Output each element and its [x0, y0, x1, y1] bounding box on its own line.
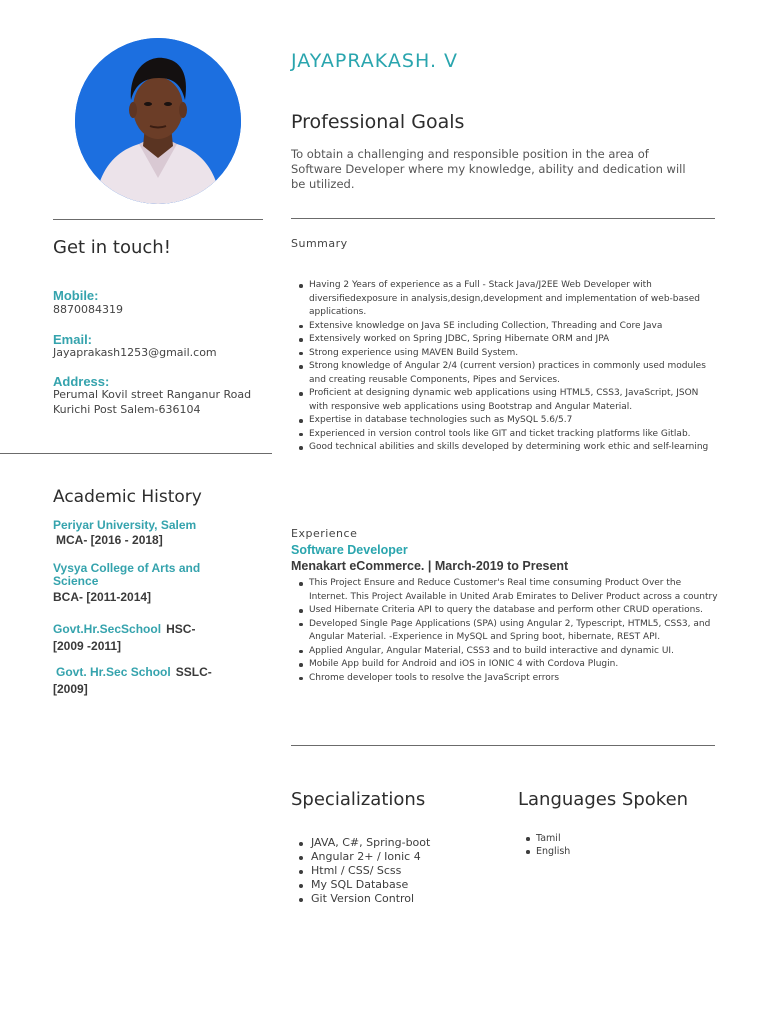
list-item: My SQL Database: [311, 878, 511, 892]
school-name: Vysya College of Arts and Science: [53, 561, 201, 588]
divider: [291, 218, 715, 219]
years: [2009 -2011]: [53, 639, 122, 653]
years: [2009]: [53, 682, 88, 696]
mobile-value: 8870084319: [53, 303, 123, 316]
academic-entry: [53, 562, 228, 604]
languages-heading: Languages Spoken: [518, 789, 689, 810]
list-item: Chrome developer tools to resolve the JavaScript errors: [309, 672, 719, 686]
list-item: Experienced in version control tools like GIT and ticket tracking platforms like Gitlab.: [309, 428, 711, 442]
degree: BCA- [2011-2014]: [53, 590, 152, 604]
job-company: Menakart eCommerce. | March-2019 to Present: [291, 559, 569, 573]
list-item: Html / CSS/ Scss: [311, 864, 511, 878]
degree: HSC-: [166, 622, 196, 636]
list-item: JAVA, C#, Spring-boot: [311, 836, 511, 850]
list-item: Strong knowledge of Angular 2/4 (current version) practices in commonly used modules and creating reusable Components, Pipes and Services.: [309, 360, 711, 387]
academic-entry: [53, 519, 253, 547]
address-line-2: Kurichi Post Salem-636104: [53, 403, 201, 416]
experience-heading: Experience: [291, 527, 358, 540]
list-item: This Project Ensure and Reduce Customer's Real time consuming Product Over the Internet. This Project Available in United Arab Emirates to Deliver Product across a country: [309, 577, 719, 604]
school-name: Govt.Hr.SecSchool: [53, 622, 162, 636]
languages-list: [518, 832, 686, 858]
list-item: Having 2 Years of experience as a Full - Stack Java/J2EE Web Developer with diversifiedexposure in analysis,design,development and implementation of web-based applications.: [309, 279, 711, 320]
summary-heading: Summary: [291, 237, 348, 250]
goals-text: To obtain a challenging and responsible position in the area of Software Developer where my knowledge, ability and dedication will be utilized.: [291, 147, 686, 191]
list-item: Extensively worked on Spring JDBC, Spring Hibernate ORM and JPA: [309, 333, 711, 347]
list-item: Developed Single Page Applications (SPA) using Angular 2, Typescript, HTML5, CSS3, and Angular Material. -Experience in MySQL and Spring boot, hibernate, REST API.: [309, 618, 719, 645]
specializations-list: [291, 836, 511, 906]
address-line-1: Perumal Kovil street Ranganur Road: [53, 388, 252, 401]
school-name: Govt. Hr.Sec School: [56, 665, 171, 679]
experience-list: [291, 577, 719, 685]
list-item: Git Version Control: [311, 892, 511, 906]
goals-heading: Professional Goals: [291, 111, 465, 133]
divider: [53, 219, 263, 220]
list-item: Expertise in database technologies such as MySQL 5.6/5.7: [309, 414, 711, 428]
specializations-heading: Specializations: [291, 789, 426, 810]
list-item: Proficient at designing dynamic web applications using HTML5, CSS3, JavaScript, JSON with responsive web applications using Bootstrap and Angular Material.: [309, 387, 711, 414]
degree: MCA- [2016 - 2018]: [56, 533, 163, 547]
degree: SSLC-: [175, 665, 212, 679]
job-title: Software Developer: [291, 543, 408, 557]
divider: [291, 745, 715, 746]
summary-list: [291, 279, 711, 455]
list-item: Used Hibernate Criteria API to query the database and perform other CRUD operations.: [309, 604, 719, 618]
divider: [0, 453, 272, 454]
school-name: Periyar University, Salem: [53, 518, 197, 532]
list-item: Applied Angular, Angular Material, CSS3 and to build interactive and dynamic UI.: [309, 645, 719, 659]
list-item: Strong experience using MAVEN Build System.: [309, 347, 711, 361]
academic-entry: [53, 618, 253, 653]
address-label: Address:: [53, 374, 110, 389]
candidate-name: JAYAPRAKASH. V: [291, 50, 459, 72]
list-item: Angular 2+ / Ionic 4: [311, 850, 511, 864]
list-item: Tamil: [536, 832, 686, 845]
list-item: English: [536, 845, 686, 858]
list-item: Good technical abilities and skills developed by determining work ethic and self-learning: [309, 441, 711, 455]
profile-photo: [75, 38, 241, 204]
email-value[interactable]: Jayaprakash1253@gmail.com: [53, 346, 217, 359]
academic-entry: [53, 661, 253, 696]
list-item: Extensive knowledge on Java SE including Collection, Threading and Core Java: [309, 320, 711, 334]
contact-heading: Get in touch!: [53, 237, 171, 258]
academic-heading: Academic History: [53, 487, 202, 507]
avatar-icon: [75, 38, 241, 204]
list-item: Mobile App build for Android and iOS in IONIC 4 with Cordova Plugin.: [309, 658, 719, 672]
email-label: Email:: [53, 332, 93, 347]
mobile-label: Mobile:: [53, 288, 99, 303]
